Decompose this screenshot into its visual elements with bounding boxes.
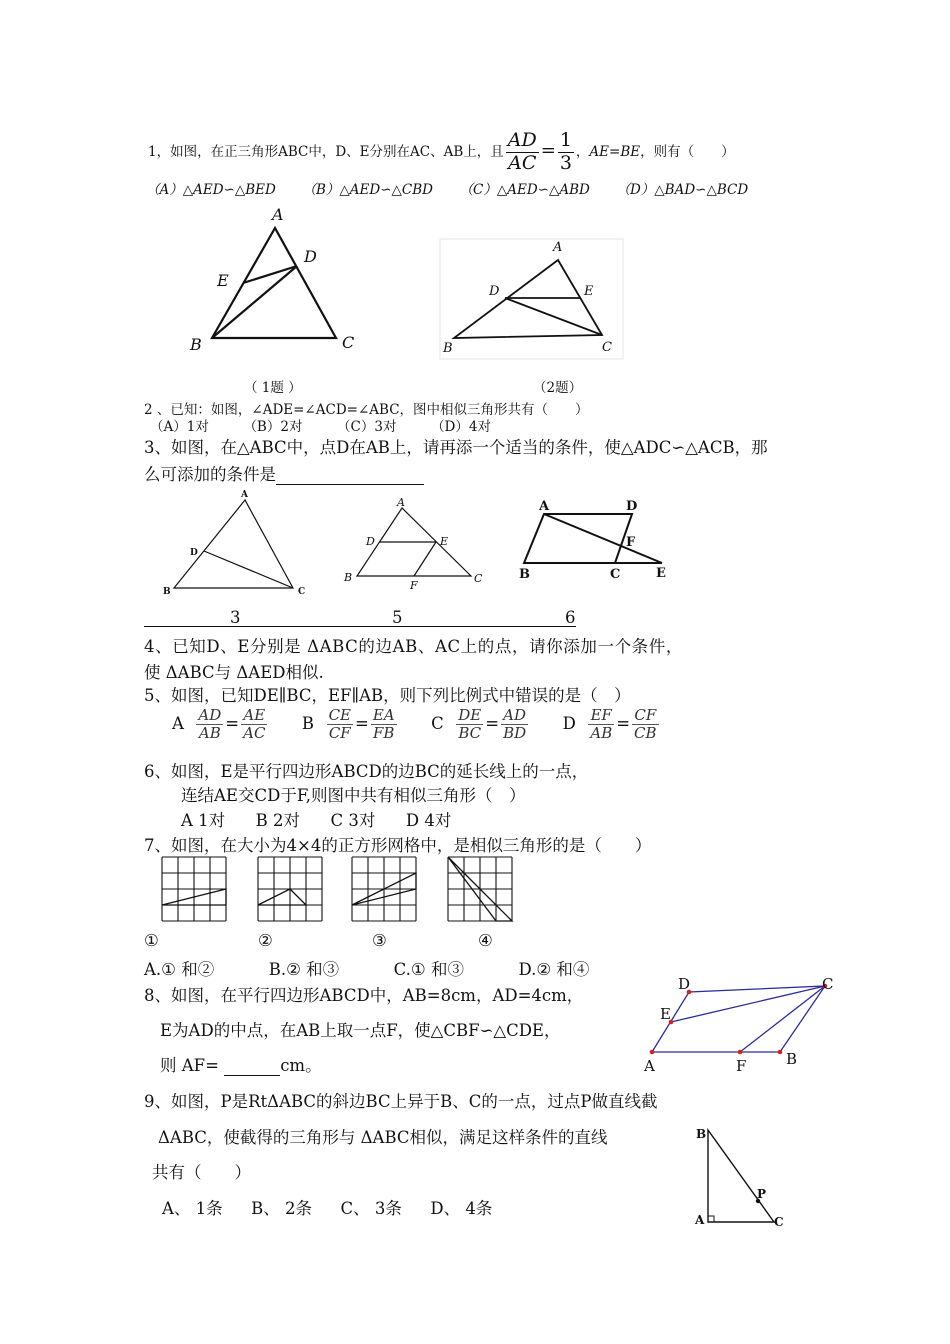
q5-d-n2: CF — [632, 707, 659, 725]
q5-option-a-letter: A — [172, 714, 184, 734]
q7-grid-label-3: ③ — [372, 931, 387, 950]
q8-label-d: D — [678, 975, 691, 993]
q7-grid-label-4: ④ — [478, 931, 493, 950]
fig-number-3: 3 — [230, 608, 241, 627]
q5-option-b-letter: B — [301, 714, 315, 734]
q1-label-a: A — [272, 205, 284, 224]
q6-label-a: A — [539, 499, 550, 514]
q6-segment-ae — [544, 514, 662, 563]
q5-b-eq: = — [355, 714, 369, 734]
q5-label-e: E — [440, 535, 449, 548]
q5-d-n1: EF — [588, 707, 614, 725]
q1-suffix: ，则有（ ） — [640, 143, 735, 160]
q5-option-a-frac2 — [241, 707, 267, 743]
q8-line3-prefix: 则 AF= — [160, 1056, 225, 1075]
q5-c-n1: DE — [458, 706, 482, 724]
q5-text: 5、如图，已知DE∥BC，EF∥AB，则下列比例式中错误的是（ ） — [144, 686, 631, 705]
q7-option-a[interactable]: A.① 和② — [144, 960, 215, 979]
q5-b-d2: FB — [373, 724, 395, 743]
q8-label-e: E — [660, 1005, 671, 1023]
q8-point-f — [738, 1050, 743, 1055]
q8-label-c: C — [822, 975, 834, 993]
q5-d-d1: AB — [590, 724, 613, 743]
q3-line2-text: 么可添加的条件是 — [144, 465, 276, 484]
q6-label-b: B — [519, 567, 530, 582]
q7-option-d[interactable]: D.② 和④ — [518, 960, 590, 979]
q9-label-c: C — [774, 1215, 784, 1229]
q2-figure-frame — [440, 239, 623, 359]
q1-label-b: B — [190, 335, 202, 354]
q9-triangle-abc — [708, 1130, 774, 1222]
q2-option-c[interactable]: （C）3对 — [337, 419, 397, 435]
q1-option-a[interactable]: （A）△AED∽△BED — [146, 182, 276, 198]
q6-option-c[interactable]: C 3对 — [330, 811, 376, 830]
q6-figure — [510, 494, 680, 586]
q5-a-n1: AD — [198, 706, 222, 724]
q7-grid-3 — [352, 857, 416, 921]
q4-line1: 4、已知D、E分别是 ΔABC的边AB、AC上的点，请你添加一个条件， — [144, 637, 683, 656]
q5-d-d2: CB — [634, 724, 657, 743]
q9-line3: 共有（ ） — [152, 1163, 251, 1182]
q5-option-c-frac1 — [456, 707, 483, 743]
q2-label-d: D — [489, 284, 500, 299]
q5-option-a-frac1 — [196, 707, 223, 743]
q4-line2: 使 ΔABC与 ΔAED相似. — [144, 663, 324, 682]
q9-option-b[interactable]: B、 2条 — [251, 1199, 313, 1218]
q5-c-d2: BD — [503, 724, 527, 743]
q3-label-a: A — [241, 490, 248, 500]
q6-label-e: E — [656, 566, 666, 581]
q1-option-b[interactable]: （B）△AED∽△CBD — [302, 182, 433, 198]
q1-label-d: D — [304, 247, 317, 266]
q7-options — [144, 956, 589, 980]
q9-label-a: A — [695, 1213, 705, 1227]
q5-c-n2: AD — [501, 707, 528, 725]
q1-figure-caption: （ 1题 ） — [244, 380, 302, 396]
q3-answer-blank[interactable] — [276, 468, 424, 485]
q9-options — [162, 1195, 492, 1219]
q9-option-c[interactable]: C、 3条 — [340, 1199, 402, 1218]
q9-option-d[interactable]: D、 4条 — [430, 1199, 493, 1218]
q5-c-eq: = — [485, 714, 500, 734]
q5-label-b: B — [344, 571, 353, 584]
q5-label-d: D — [366, 535, 375, 548]
q9-line2: ΔABC，使截得的三角形与 ΔABC相似，满足这样条件的直线 — [158, 1128, 608, 1147]
q8-parallelogram-abcd — [652, 986, 825, 1052]
q6-options — [181, 807, 451, 831]
q1-frac1-num: AD — [507, 129, 537, 151]
q7-grids — [158, 855, 518, 925]
q8-answer-blank[interactable] — [224, 1061, 280, 1076]
q5-label-f: F — [410, 579, 418, 592]
q5-segment-ef — [414, 542, 436, 576]
q5-label-c: C — [474, 572, 483, 585]
q8-line3-suffix: cm。 — [280, 1056, 322, 1075]
fig-number-6: 6 — [565, 608, 576, 627]
q1-condition: AE=BE — [589, 143, 641, 160]
q5-option-b-frac2 — [371, 707, 397, 743]
q7-grid-2 — [258, 857, 322, 921]
q2-segment-dc — [505, 298, 602, 335]
q1-frac1-den: AC — [508, 151, 537, 174]
q5-figure — [340, 494, 490, 594]
q5-option-d-frac1 — [588, 707, 614, 743]
q1-text: 1，如图，在正三角形ABC中，D、E分别在AC、AB上，且 $\frac{AD}{AC}$ = $\frac{1}{3}$ ，AE=BE，则有（ ） — [148, 129, 735, 174]
q7-option-b[interactable]: B.② 和③ — [268, 960, 340, 979]
q5-b-n1: CE — [328, 706, 351, 724]
q7-grid-label-1: ① — [144, 931, 159, 950]
q3-line1: 3、如图，在△ABC中，点D在AB上，请再添一个适当的条件，使△ADC∽△ACB，那 — [144, 438, 768, 457]
q5-option-d-frac2 — [632, 707, 659, 743]
q1-fraction-ad-ac — [506, 130, 539, 175]
q2-option-d[interactable]: （D）4对 — [431, 419, 491, 435]
q3-triangle-abc — [174, 500, 293, 588]
q9-right-angle-mark — [708, 1216, 714, 1222]
q3-label-d: D — [190, 548, 198, 558]
q7-grid-4 — [448, 857, 512, 921]
q2-label-b: B — [443, 341, 453, 356]
q2-figure-caption: （2题） — [533, 380, 583, 396]
q6-option-b[interactable]: B 2对 — [255, 811, 301, 830]
q8-label-f: F — [736, 1057, 747, 1075]
q7-grid-1 — [162, 857, 226, 921]
q9-figure — [690, 1120, 800, 1232]
q3-line2 — [144, 461, 424, 485]
q5-option-b[interactable] — [301, 706, 399, 743]
q3-segment-dc — [204, 551, 293, 588]
q1-prefix: 1，如图，在正三角形ABC中，D、E分别在AC、AB上，且 — [148, 143, 504, 160]
figure-number-rule — [144, 626, 576, 627]
q8-point-b — [778, 1050, 783, 1055]
q1-frac2-den: 3 — [559, 151, 572, 174]
q5-options — [172, 707, 661, 743]
q6-label-d: D — [626, 499, 638, 514]
q8-line2: E为AD的中点，在AB上取一点F，使△CBF∽△CDE， — [160, 1021, 561, 1040]
q2-label-e: E — [584, 284, 594, 299]
q1-fraction-one-third — [558, 130, 574, 175]
q1-label-e: E — [217, 271, 229, 290]
q6-line1: 6、如图，E是平行四边形ABCD的边BC的延长线上的一点， — [144, 762, 589, 781]
q2-option-b[interactable]: （B）2对 — [243, 419, 303, 435]
q8-label-a: A — [644, 1057, 655, 1075]
q3-figure — [160, 488, 320, 604]
q3-label-b: B — [163, 587, 171, 597]
q9-option-a[interactable]: A、 1条 — [162, 1199, 223, 1218]
q5-b-n2: EA — [372, 706, 395, 724]
q2-text: 2 、已知：如图，∠ADE=∠ACD=∠ABC，图中相似三角形共有（ ） — [144, 402, 589, 418]
q5-option-a[interactable] — [172, 706, 269, 743]
q2-option-a[interactable]: （A）1对 — [150, 419, 209, 435]
q5-d-eq: = — [616, 714, 631, 734]
q8-point-a — [650, 1050, 655, 1055]
q6-line2: 连结AE交CD于F,则图中共有相似三角形（ ） — [181, 786, 526, 805]
q5-a-d1: AB — [198, 724, 221, 743]
q1-equals: = — [540, 139, 556, 161]
q7-text: 7、如图，在大小为4×4的正方形网格中，是相似三角形的是（ ） — [144, 836, 652, 855]
q9-label-b: B — [696, 1127, 707, 1141]
q6-option-d[interactable]: D 4对 — [405, 811, 452, 830]
q1-figure — [180, 200, 370, 360]
q5-option-b-frac1 — [327, 707, 353, 743]
q5-label-a: A — [397, 496, 405, 509]
q9-label-p: P — [757, 1187, 767, 1201]
q2-figure — [438, 235, 628, 360]
q6-label-c: C — [610, 567, 621, 582]
q3-label-c: C — [298, 587, 306, 597]
q7-triangle-2 — [258, 889, 306, 905]
q9-line1: 9、如图，P是RtΔABC的斜边BC上异于B、C的一点，过点P做直线截 — [144, 1092, 658, 1111]
q5-a-n2: AE — [241, 707, 267, 725]
q7-option-c[interactable]: C.① 和③ — [393, 960, 464, 979]
q2-options — [150, 415, 491, 435]
q8-line1: 8、如图，在平行四边形ABCD中，AB=8cm，AD=4cm， — [144, 986, 584, 1005]
q6-option-a[interactable]: A 1对 — [181, 811, 226, 830]
q5-b-d1: CF — [328, 724, 351, 743]
q5-option-c[interactable] — [431, 706, 530, 743]
q1-label-c: C — [342, 333, 355, 352]
q6-parallelogram-abcd — [524, 514, 632, 563]
fig-number-5: 5 — [392, 608, 403, 627]
q5-option-c-letter: C — [431, 714, 444, 734]
q1-option-c[interactable]: （C）△AED∽△ABD — [459, 182, 590, 198]
q1-option-d[interactable]: （D）△BAD∽△BCD — [616, 182, 749, 198]
q6-label-f: F — [626, 535, 636, 550]
q2-label-c: C — [602, 340, 612, 355]
q5-a-eq: = — [225, 714, 240, 734]
q2-label-a: A — [553, 240, 563, 255]
q5-option-d[interactable] — [562, 706, 661, 743]
q8-label-b: B — [786, 1050, 798, 1068]
q1-frac2-num: 1 — [559, 129, 572, 151]
q7-grid-label-2: ② — [258, 931, 273, 950]
q5-option-c-frac2 — [501, 707, 528, 743]
q8-line3 — [160, 1052, 322, 1076]
q8-figure — [636, 972, 836, 1077]
q5-c-d1: BC — [458, 724, 482, 743]
q5-a-d2: AC — [243, 724, 266, 743]
q1-options — [146, 178, 748, 198]
q5-option-d-letter: D — [562, 714, 576, 734]
